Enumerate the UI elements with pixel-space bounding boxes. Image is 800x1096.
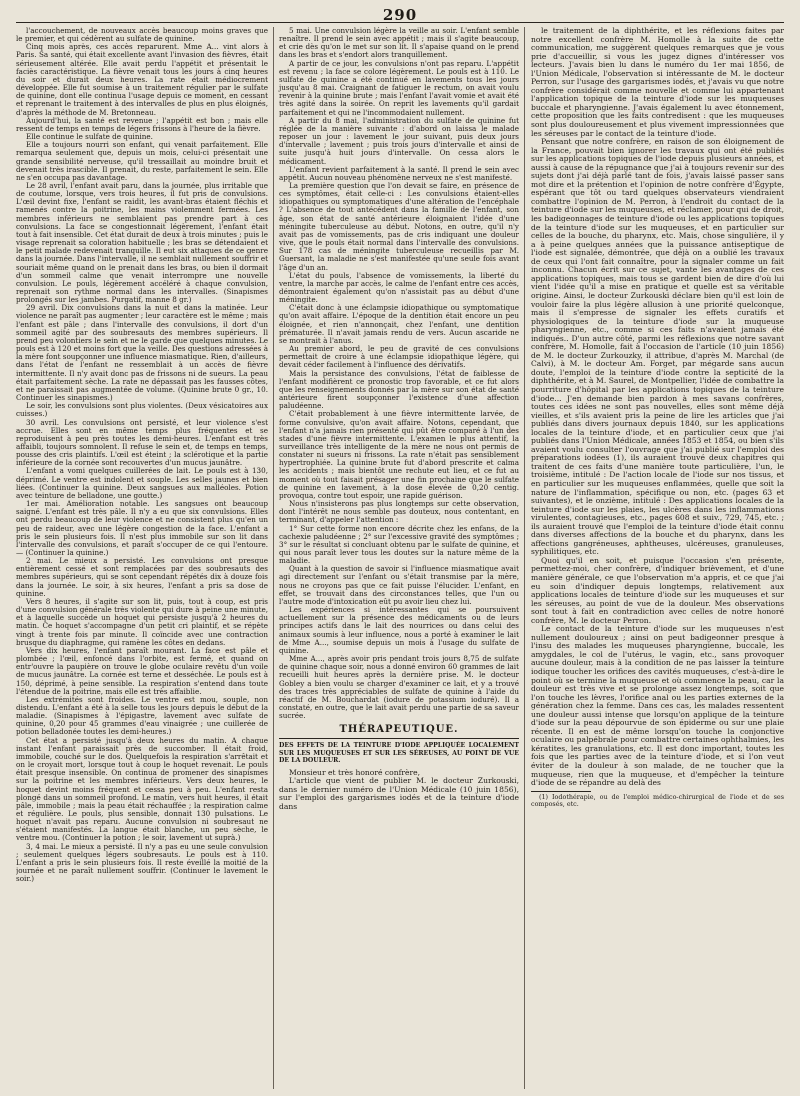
paragraph: L'enfant a vomi quelques cuillerées de lait. Le pouls est à 130, déprimé. Le ventre est indolent et souple. Les selles jaunes et bien liées. (Continuer la quinine. Deux sangsues aux malléoles. Potion avec teinture de belladone, une goutte.) <box>16 466 268 500</box>
paragraph: l'accouchement, de nouveaux accès beaucoup moins graves que le premier, et qui cédèrent au sulfate de quinine. <box>16 27 268 44</box>
article-columns <box>16 27 784 1089</box>
paragraph: Mme A..., après avoir pris pendant trois jours 8,75 de sulfate de quinine chaque soir, nous a donné environ 60 grammes de lait recueilli huit heures après la dernière prise. M. le docteur Gobley a bien voulu se charger d'examiner ce lait, et y a trouvé des traces très appréciables de sulfate de quinine à l'aide du réactif de M. Bouchardat (iodure de potassium ioduré). Il a constaté, en outre, que le lait avait perdu une partie de sa saveur sucrée. <box>279 654 519 721</box>
paragraph: La première question que l'on devait se faire, en présence de ces symptômes, était celle-ci : Les convulsions étaient-elles idiopathiques ou symptomatiques d'une altération de l'encéphale ? L'absence de tout antécédent dans la famille de l'enfant, son âge, son état de santé antérieure éloignaient l'idée d'une méningite tuberculeuse au début. Notons, en outre, qu'il n'y avait pas de vomissements, pas de cris indiquant une douleur vive, que le pouls était normal dans l'intervalle des convulsions. Sur 178 cas de méningite tuberculeuse recueillis par M. Guersant, la maladie ne s'est manifestée qu'une seule fois avant l'âge d'un an. <box>279 180 519 272</box>
header-rule <box>16 22 784 23</box>
section-heading: THÉRAPEUTIQUE. <box>339 724 459 736</box>
paragraph: 30 avril. Les convulsions ont persisté, et leur violence s'est accrue. Elles sont en même temps plus fréquentes et se reproduisent à peu près toutes les demi-heures. L'enfant est très affaibli, toujours somnolent. Il refuse le sein et, de temps en temps, pousse des cris plaintifs. L'œil est éteint ; la sclérotique et la partie inférieure de la cornée sont recouvertes d'un mucus jaunâtre. <box>16 417 268 468</box>
footnote-rule <box>531 791 591 792</box>
column-2-bottom <box>279 769 519 812</box>
paragraph: C'était probablement à une fièvre intermittente larvée, de forme convulsive, qu'on avait affaire. Notons, cependant, que l'enfant n'a jamais rien présenté qui pût être comparé à l'un des stades d'une fièvre intermittente. L'examen le plus attentif, la surveillance très intelligente de la mère ne nous ont permis de constater ni sueurs ni frissons. La rate n'était pas sensiblement hypertrophiée. La quinine brute fut d'abord prescrite et calma les accidents ; mais bientôt une rechute eut lieu, et ce fut au moment où tout faisait présager une fin prochaine que le sulfate de quinine en lavement, à la dose élevée de 0,20 centig. provoqua, contre tout espoir, une rapide guérison. <box>279 409 519 500</box>
paragraph: L'article que vient de publier M. le docteur Zurkouski, dans le dernier numéro de l'Union Médicale (10 juin 1856), sur l'emploi des gargarismes iodés et de la teinture d'iode dans <box>279 776 519 811</box>
paragraph: Le 28 avril, l'enfant avait paru, dans la journée, plus irritable que de coutume, lorsque, vers trois heures, il fut pris de convulsions. L'œil devint fixe, l'enfant se raidit, les avant-bras étaient fléchis et ramenés contre la poitrine, les mains violemment fermées. Les membres inférieurs ne semblaient pas prendre part à ces convulsions. La face se congestionnait légèrement, l'enfant était tout à fait insensible. Cet état durait de deux à trois minutes ; puis le visage reprenait sa coloration habituelle ; les bras se détendaient et le petit malade redevenait tranquille. Il eut six attaques de ce genre dans la journée. Dans l'intervalle, il ne semblait nullement souffrir et souriait même quand on le prenait dans les bras, ou bien il dormait d'un sommeil calme que venait interrompre une nouvelle convulsion. Le pouls, légèrement accéléré à chaque convulsion, reprenait son rythme normal dans les intervalles. (Sinapismes prolongés sur les jambes. Purgatif, manne 8 gr.) <box>16 180 268 305</box>
column-1 <box>16 27 273 1089</box>
paragraph: Au premier abord, le peu de gravité de ces convulsions permettait de croire à une éclampsie idiopathique légère, qui devait céder facilement à l'influence des dérivatifs. <box>279 344 519 370</box>
paragraph: Le contact de la teinture d'iode sur les muqueuses n'est nullement douloureux ; ainsi on peut badigeonner presque à l'insu des malades les muqueuses pharyngienne, buccale, les amygdales, le col de l'utérus, le vagin, etc., sans provoquer aucune douleur, mais à la condition de ne pas laisser la teinture iodique toucher les orifices des cavités muqueuses, c'est-à-dire le point où se termine la muqueuse et où commence la peau, car la douleur est très vive et se prolonge assez longtemps, soit que l'on touche les lèvres, l'orifice anal ou les parties externes de la génération chez la femme. Dans ces cas, les malades ressentent une douleur aussi intense que lorsqu'on applique de la teinture d'iode sur la peau dépourvue de son épiderme ou sur une plaie récente. Il en est de même lorsqu'on touche la conjonctive oculaire ou palpébrale pour combattre certaines ophthalmies, les kératites, les granulations, etc. Il est donc important, toutes les fois que les parties avec de la teinture d'iode, et si l'on veut éviter de la douleur à son malade, de ne toucher que la muqueuse, rien que la muqueuse, et d'empêcher la teinture d'iode de se répandre au delà des <box>531 624 784 788</box>
paragraph: Nous n'insisterons pas plus longtemps sur cette observation, dont l'intérêt ne nous semble pas douteux, nous contentant, en terminant, d'appeler l'attention : <box>279 499 519 525</box>
paragraph: Cet état a persisté jusqu'à deux heures du matin. A chaque instant l'enfant paraissait près de succomber. Il était froid, immobile, couché sur le dos. Quelquefois la respiration s'arrêtait et on le croyait mort, lorsque tout à coup le hoquet revenait. Le pouls était presque insensible. On continua de promener des sinapismes sur la poitrine et les membres inférieurs. Vers deux heures, le hoquet devint moins fréquent et cessa peu à peu. L'enfant resta plongé dans un sommeil profond. Le matin, vers huit heures, il était pâle, immobile ; mais la peau était réchauffée ; la respiration calme et régulière. Le pouls, plus sensible, donnait 130 pulsations. Le hoquet n'avait pas reparu. Aucune convulsion ni soubresaut ne s'étaient manifestés. La langue était blanche, un peu sèche, le ventre mou. (Continuer la potion ; le soir, lavement ut suprà.) <box>16 735 268 843</box>
paragraph: L'état du pouls, l'absence de vomissements, la liberté du ventre, la marche par accès, le calme de l'enfant entre ces accès, démontraient également qu'on n'assistait pas au début d'une méningite. <box>279 270 519 305</box>
paragraph: Vers 8 heures, il s'agite sur son lit, puis, tout à coup, est pris d'une convulsion générale très violente qui dure à peine une minute, et à laquelle succède un hoquet qui persiste jusqu'à 2 heures du matin. Ce hoquet s'accompagne d'un petit cri plaintif, et se répète vingt à trente fois par minute. Il coïncide avec une contraction brusque du diaphragme, qui ramène les côtes en dedans. <box>16 596 268 647</box>
paragraph: Elle continue le sulfate de quinine. <box>26 132 153 142</box>
paragraph: 2 mai. Le mieux a persisté. Les convulsions ont presque entièrement cessé et sont remplacées par des soubresauts des membres supérieurs, qui se sont cependant répétés dix à douze fois dans la journée. Le soir, à six heures, l'enfant a pris sa dose de quinine. <box>16 556 268 598</box>
paragraph: L'enfant revient parfaitement à la santé. Il prend le sein avec appétit. Aucun nouveau phénomène nerveux ne s'est manifesté. <box>279 164 519 182</box>
paragraph: 3, 4 mai. Le mieux a persisté. Il n'y a pas eu une seule convulsion ; seulement quelques légers soubresauts. Le pouls est à 110. L'enfant a pris le sein plusieurs fois. Il reste éveillé la moitié de la journée et ne paraît nullement souffrir. (Continuer le lavement le soir.) <box>16 841 268 884</box>
column-2-top <box>279 27 519 720</box>
paragraph: Elle a toujours nourri son enfant, qui venait parfaitement. Elle remarqua seulement que, depuis un mois, celui-ci présentait une grande sensibilité nerveuse, qu'il tressaillait au moindre bruit et devenait très irascible. Il prenait, du reste, parfaitement le sein. Elle ne s'en occupa pas davantage. <box>16 140 268 182</box>
page-number: 290 <box>382 6 418 24</box>
paragraph: 29 avril. Dix convulsions dans la nuit et dans la matinée. Leur violence ne paraît pas augmenter ; leur caractère est le même ; mais l'enfant est pâle ; dans l'intervalle des convulsions, il dort d'un sommeil agité par des soubresauts des membres supérieurs. Il prend peu volontiers le sein et ne le garde que quelques minutes. Le pouls est à 120 et moins fort que la veille. Des questions adressées à la mère font soupçonner une influence miasmatique. Rien, d'ailleurs, dans l'état de l'enfant ne ressemblait à un accès de fièvre intermittente. Il n'y avait donc pas de frissons ni de sueurs. La peau était parfaitement sèche. La rate ne dépassait pas les fausses côtes, et ne paraissait pas augmentée de volume. (Quinine brute 0 gr., 10. Continuer les sinapismes.) <box>16 303 268 403</box>
paragraph: 1er mai. Amélioration notable. Les sangsues ont beaucoup saigné. L'enfant est très pâle. Il n'y a eu que six convulsions. Elles ont perdu beaucoup de leur violence et ne consistent plus qu'en un peu de raideur, avec une légère congestion de la face. L'enfant a pris le sein plusieurs fois. Il n'est plus immobile sur son lit dans l'intervalle des convulsions, et paraît s'occuper de ce qui l'entoure. — (Continuer la quinine.) <box>16 499 268 557</box>
column-2 <box>273 27 525 1089</box>
paragraph: 5 mai. Une convulsion légère la veille au soir. L'enfant semble renaître. Il prend le sein avec appétit ; mais il s'agite beaucoup, et crie dès qu'on le met sur son lit. Il s'apaise quand on le prend dans les bras et s'endort alors tranquillement. <box>279 27 519 60</box>
paragraph: Pensant que notre confrère, en raison de son éloignement de la France, pouvait bien ignorer les travaux qui ont été publiés sur les applications topiques de l'iode depuis plusieurs années, et aussi à cause de la répugnance que j'ai à toujours revenir sur des sujets dont j'ai déjà parlé tant de fois, j'avais laissé passer sans mot dire et la prétention et l'opinion de notre confrère d'Égypte, espérant que tôt ou tard quelques observateurs viendraient combattre l'opinion de M. Perron, à l'endroit du contact de la teinture d'iode sur les muqueuses, et réclamer, pour qui de droit, les badigeonnages de teinture d'iode ou les applications topiques de la teinture d'iode sur les muqueuses, et en particulier sur celles de la bouche, du pharynx, etc. Mais, chose singulière, il y a à peine quelques années que la puissance antiseptique de l'iode est signalée, démontrée, que déjà on a oublié les travaux de ceux qui l'ont fait connaître, pour la signaler comme un fait inconnu. Chacun écrit sur ce sujet, vante les avantages de ces applications topiques, mais tous se gardent bien de dire d'où lui vient l'idée qu'il a mise en pratique et quelle est sa véritable origine. Ainsi, le docteur Zurkouski déclare bien qu'il est loin de vouloir faire la plus légère allusion à une priorité quelconque, mais il s'empresse de signaler les effets curatifs et physiologiques de la teinture d'iode sur la muqueuse pharyngienne, etc., comme si ces faits n'avaient jamais été indiqués.. D'un autre côté, parmi les réflexions que notre savant confrère, M. Homolle, fait à l'occasion de l'article (10 juin 1856) de M. le docteur Zurkouzky, il attribue, d'après M. Marchal (de Calvi), à M. le docteur Am. Forget, par mégarde sans aucun doute, l'emploi de la teinture d'iode contre la septicité de la diphthérite, et à M. Saurel, de Montpellier, l'idée de combattre la pourriture d'hôpital par les applications topiques de la teinture d'iode... J'en demande bien pardon à mes savans confrères, toutes ces idées ne sont pas nouvelles, elles sont même déjà vieilles, et s'ils avaient pris la peine de lire les articles que j'ai publiés dans divers journaux depuis 1840, sur les applications locales de la teinture d'iode, et en particulier ceux que j'ai publiés dans l'Union Médicale, années 1853 et 1854, ou bien s'ils avaient voulu consulter l'ouvrage que j'ai publié sur l'emploi des préparations iodées (1), ils auraient trouvé deux chapitres qui traitent de ces faits d'une manière toute particulière, l'un, le troisième, intitulé : De l'action locale de l'iode sur nos tissus, et en particulier sur les muqueuses enflammées, quelle que soit la nature de l'inflammation, spécifique ou non, etc. (pages 63 et suivantes), et le onzième, intitulé : Des applications locales de la teinture d'iode sur les plaies, les ulcères dans les inflammations virulentes, contagieuses, etc., pages 608 et suiv., 729, 745, etc. ; ils auraient trouvé que l'emploi de la teinture d'iode était connu dans diverses affections de la bouche et du pharynx, dans les affections gangréneuses, aphtheuses, ulcéreuses, granuleuses, syphilitiques, etc. <box>531 137 784 557</box>
column-3-body <box>531 27 784 788</box>
paragraph: Vers dix heures, l'enfant paraît mourant. La face est pâle et plombée ; l'œil, enfoncé dans l'orbite, est fermé, et quand on entr'ouvre la paupière on trouve le globe oculaire revêtu d'un voile de mucus jaunâtre. La cornée est terne et desséchée. Le pouls est à 150, déprimé, à peine sensible. La respiration s'entend dans toute l'étendue de la poitrine, mais elle est très affaiblie. <box>16 645 268 696</box>
paragraph: le traitement de la diphthérite, et les réflexions faites par notre excellent confrère M. Homolle à la suite de cette communication, me suggèrent quelques remarques que je vous prie d'accueillir, si vous les jugez dignes d'intéresser vos lecteurs. J'avais bien lu dans le numéro du 1er mai 1856, de l'Union Médicale, l'observation si intéressante de M. le docteur Perron, sur l'usage des gargarismes iodés, et j'avais vu que notre confrère considérait comme nouvelle et comme lui appartenant l'application topique de la teinture d'iode sur les muqueuses buccale et pharyngienne. J'avais également lu avec étonnement, cette proposition que les faits contredisent : que les muqueuses sont plus douloureusement et plus vivement impressionnées que les séreuses par le contact de la teinture d'iode. <box>531 27 784 138</box>
paragraph: 1° Sur cette forme non encore décrite chez les enfans, de la cachexie paludéenne ; 2° sur l'excessive gravité des symptômes ; 3° sur le résultat si concluant obtenu par le sulfate de quinine, et qui nous paraît lever tous les doutes sur la nature même de la maladie. <box>279 523 519 566</box>
paragraph: A partir du 8 mai, l'administration du sulfate de quinine fut réglée de la manière suivante : d'abord on laissa le malade reposer un jour : lavement le jour suivant, puis deux jours d'intervalle ; lavement ; puis trois jours d'intervalle et ainsi de suite jusqu'à huit jours d'intervalle. On cessa alors le médicament. <box>279 115 519 166</box>
paragraph: A partir de ce jour, les convulsions n'ont pas reparu. L'appétit est revenu ; la face se colore légèrement. Le pouls est à 110. Le sulfate de quinine a été continué en lavements tous les jours jusqu'au 8 mai. Craignant de fatiguer le rectum, on avait voulu revenir à la quinine brute ; mais l'enfant l'avait vomie et avait été très agité dans la soirée. On reprit les lavements qu'il gardait parfaitement et qui ne l'incommodaient nullement. <box>279 58 519 117</box>
paragraph: C'était donc à une éclampsie idiopathique ou symptomatique qu'on avait affaire. L'époque de la dentition était encore un peu éloignée, et rien n'annonçait, chez l'enfant, une dentition prématurée. Il n'avait jamais rendu de vers. Aucun ascaride ne se montrait à l'anus. <box>279 303 519 345</box>
paragraph: Cinq mois après, ces accès reparurent. Mme A... vint alors à Paris. Sa santé, qui était excellente avant l'invasion des fièvres, était sérieusement altérée. Elle avait perdu l'appétit et présentait le faciès caractéristique. La fièvre venait tous les jours à cinq heures du soir et durait deux heures. La rate était médiocrement développée. Elle fut soumise à un traitement régulier par le sulfate de quinine, dont elle continua l'usage depuis ce moment, en cessant et reprenant le traitement à des intervalles de plus en plus éloignés, d'après la méthode de M. Bretonneau. <box>16 42 268 117</box>
paragraph: Quoi qu'il en soit, et puisque l'occasion s'en présente, permettez-moi, cher confrère, d'indiquer brièvement, et d'une manière générale, ce que l'observation m'a appris, et ce que j'ai eu soin d'indiquer depuis longtemps, relativement aux applications locales de teinture d'iode sur les muqueuses et sur les séreuses, au point de vue de la douleur. Mes observations sont tout à fait en contradiction avec celles de notre honoré confrère, M. le docteur Perron. <box>531 555 784 625</box>
column-3 <box>525 27 784 1089</box>
paragraph: Les extrémités sont froides. Le ventre est mou, souple, non distendu. L'enfant a été à la selle tous les jours depuis le début de la maladie. (Sinapismes à l'épigastre, lavement avec sulfate de quinine, 0,20 pour 45 grammes d'eau vinaigrée ; une cuillerée de potion belladonée toutes les demi-heures.) <box>16 694 268 737</box>
section-subheading: DES EFFETS DE LA TEINTURE D'IODE APPLIQUÉE LOCALEMENT SUR LES MUQUEUSES ET SUR LES SÉREUSES, AU POINT DE VUE DE LA DOULEUR. <box>279 738 519 764</box>
paragraph: Aujourd'hui, la santé est revenue ; l'appétit est bon ; mais elle ressent de temps en temps de légers frissons à l'heure de la fièvre. <box>16 115 268 133</box>
paragraph: Le soir, les convulsions sont plus violentes. (Deux vésicatoires aux cuisses.) <box>16 401 268 419</box>
paragraph: Quant à la question de savoir si l'influence miasmatique avait agi directement sur l'enfant ou s'était transmise par la mère, nous ne croyons pas que ce fait puisse l'élucider. L'enfant, en effet, se trouvait dans des circonstances telles, que l'un ou l'autre mode d'intoxication eût pu avoir lieu chez lui. <box>279 564 519 606</box>
paragraph: Les expériences si intéressantes qui se poursuivent actuellement sur la présence des médicaments ou de leurs principes actifs dans le lait des nourrices ou dans celui des animaux soumis à leur influence, nous a porté à examiner le lait de Mme A..., soumise depuis un mois à l'usage du sulfate de quinine. <box>279 605 519 655</box>
footnote: (1) Iodothérapie, ou de l'emploi médico-chirurgical de l'iode et de ses composés, etc. <box>531 792 784 809</box>
paragraph: Mais la persistance des convulsions, l'état de faiblesse de l'enfant modifièrent ce pronostic trop favorable, et ce fut alors que les renseignements donnés par la mère sur son état de santé antérieure firent soupçonner l'existence d'une affection paludéenne. <box>279 368 519 411</box>
paragraph: Monsieur et très honoré confrère, <box>289 767 421 777</box>
